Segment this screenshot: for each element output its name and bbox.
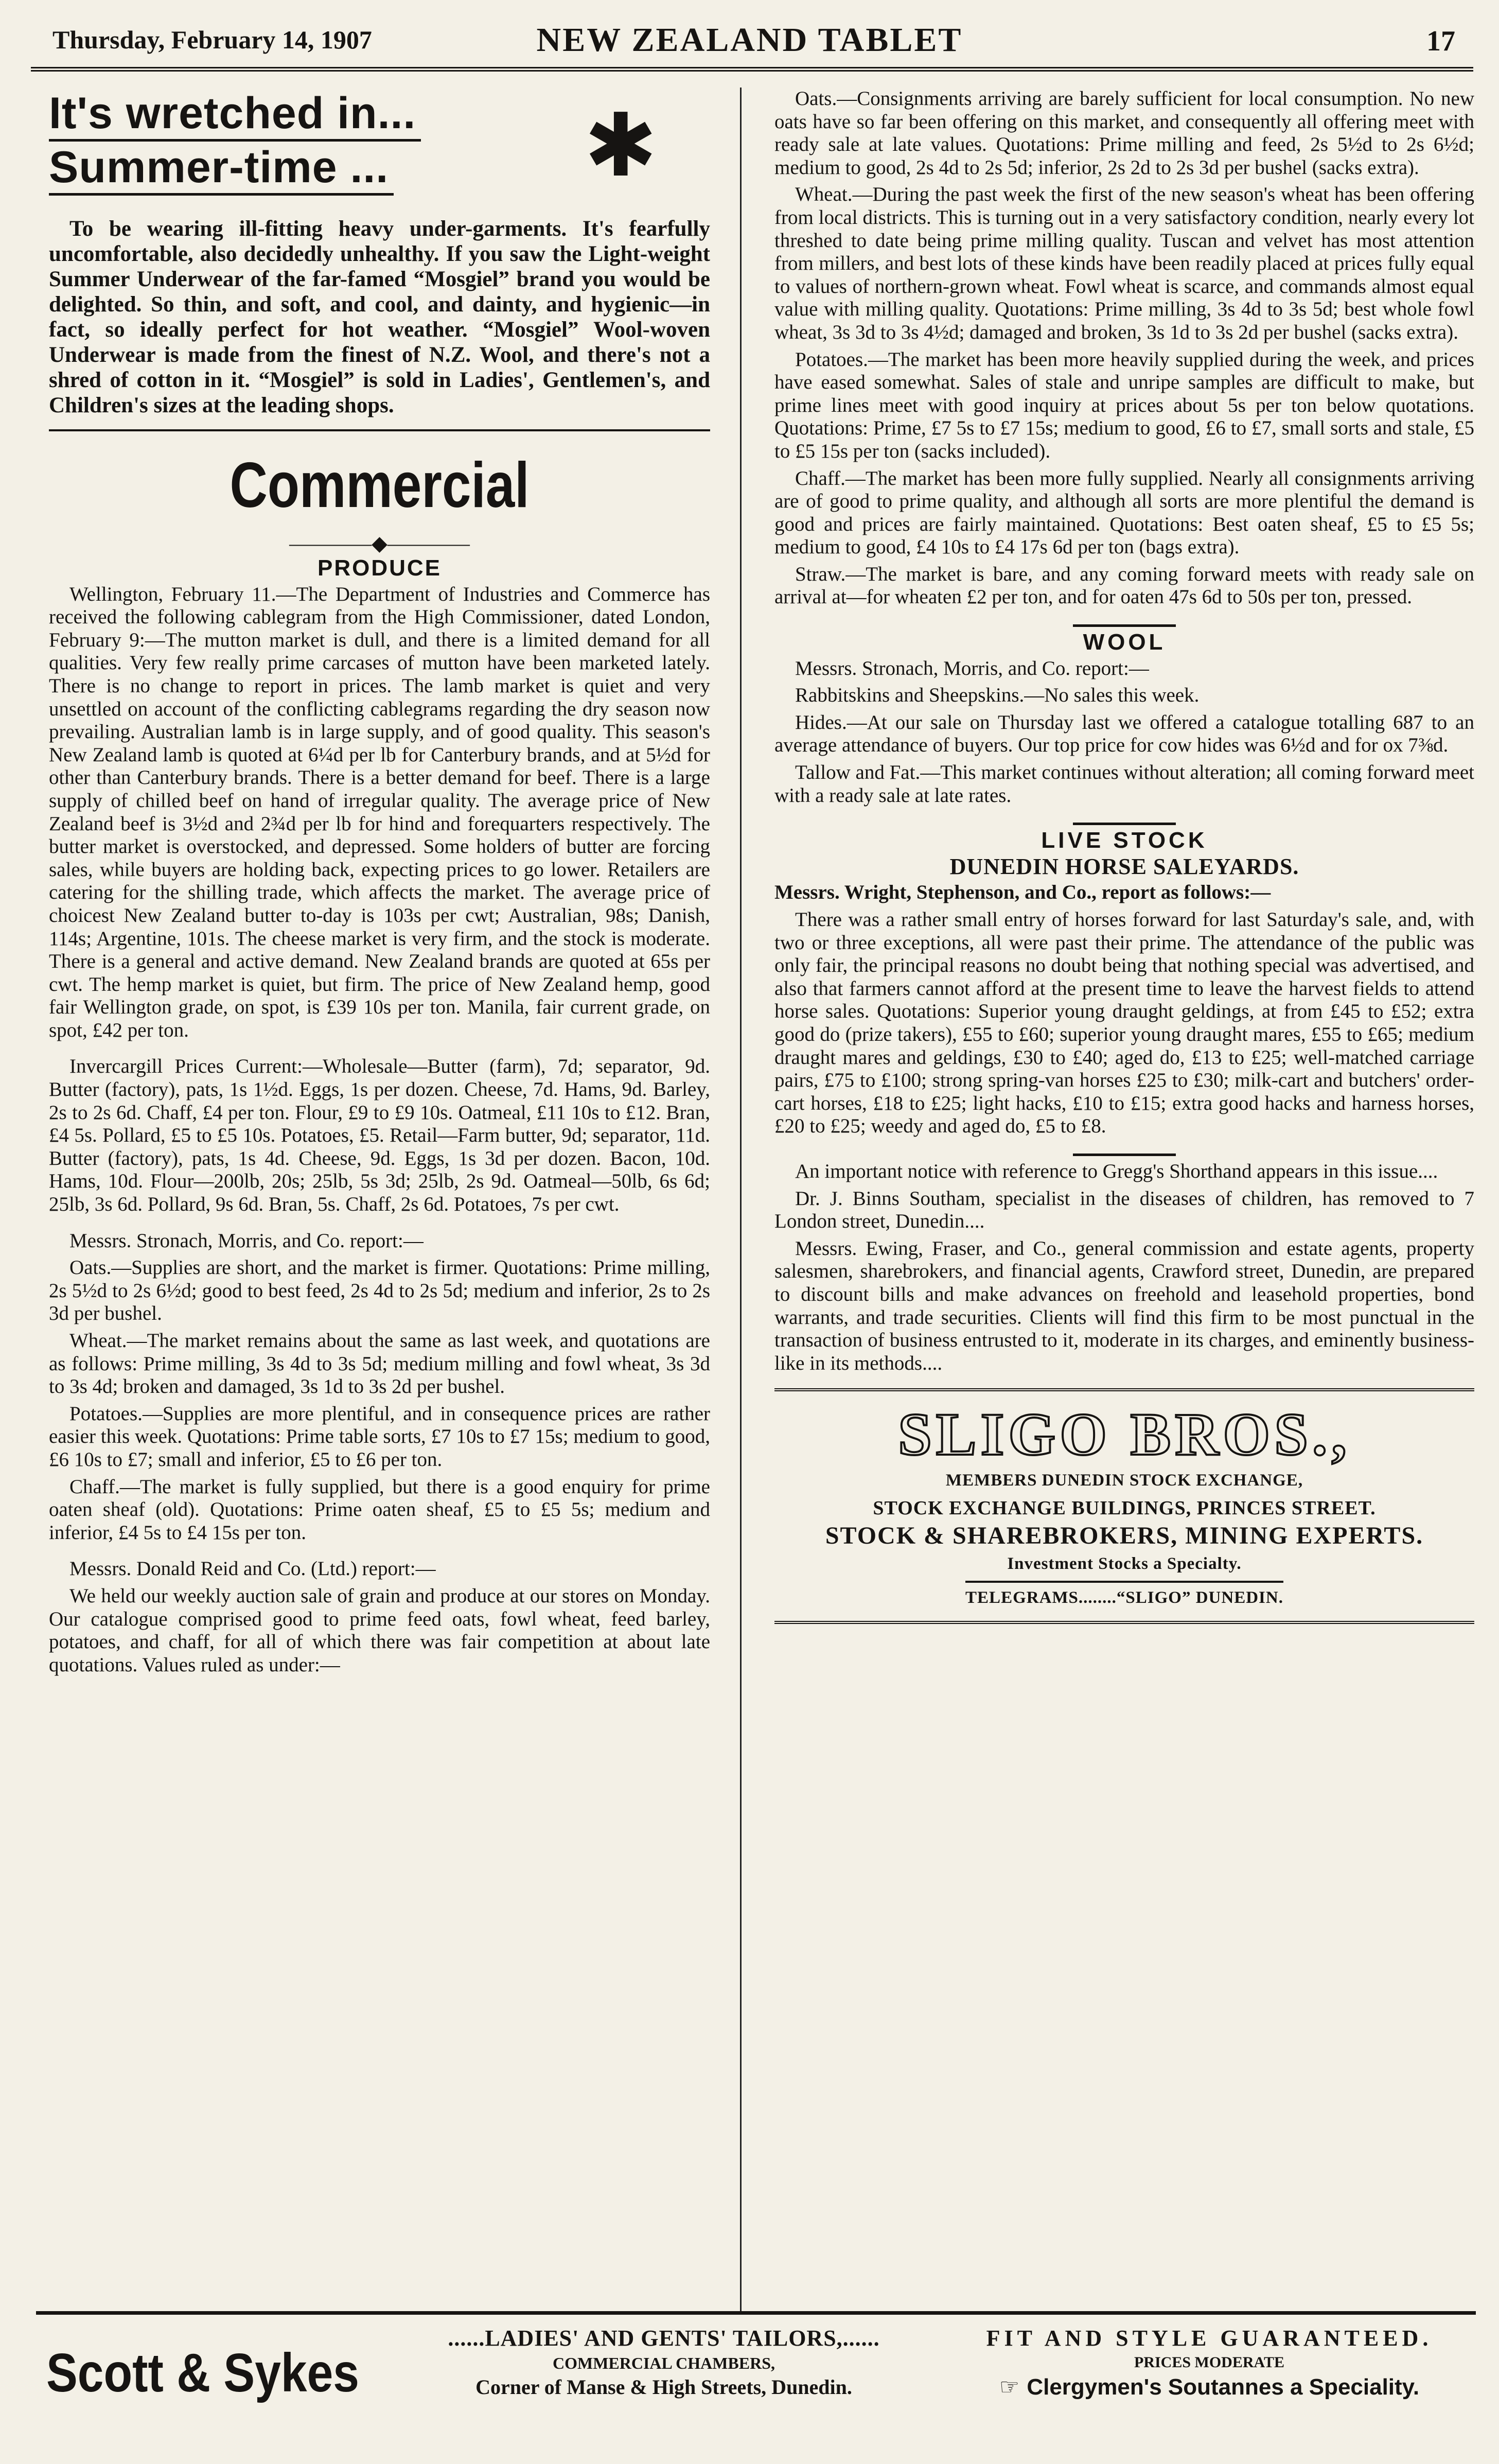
wool-heading: WOOL <box>1083 630 1166 655</box>
sligo-business: STOCK & SHAREBROKERS, MINING EXPERTS. <box>825 1522 1424 1550</box>
article-paragraph: Potatoes.—The market has been more heavily supplied during the week, and prices have eased somewhat. Sales of stale and unripe samples are difficult to make, but prime lines meet with good inquiry at prices about 5s per ton below quotations. Quotations: Prime, £7 5s to £7 15s; medium to good, £6 to £7, small sorts and stale, £5 to £5 15s per ton (sacks included). <box>774 348 1474 462</box>
pointing-hand-icon: ☞ <box>999 2374 1020 2400</box>
article-paragraph: Messrs. Stronach, Morris, and Co. report:— <box>795 657 1149 679</box>
livestock-lead: Messrs. Wright, Stephenson, and Co., report as follows:— <box>774 881 1271 904</box>
footer-line-chambers: COMMERCIAL CHAMBERS, <box>552 2354 775 2372</box>
headline-line-1: It's wretched in... <box>49 88 421 142</box>
article-paragraph: Wheat.—During the past week the first of the new season's wheat has been offering from local districts. This is turning out in a very satisfactory condition, nearly every lot threshed to date being prime milling quality. Tuscan and velvet has most attention from millers, and best lots of these kinds have been readily placed at prices fully equal to values of northern-grown wheat. Fowl wheat is scarce, and commands almost equal value with milling quality. Quotations: Prime milling, 3s 4d to 3s 5d; best whole fowl wheat, 3s 3d to 3s 4½d; damaged and broken, 3s 1d to 3s 2d per bushel (sacks extra). <box>774 183 1474 343</box>
article-paragraph: Hides.—At our sale on Thursday last we offered a catalogue totalling 687 to an average attendance of buyers. Our top price for cow hides was 6½d and for ox 7⅜d. <box>774 711 1474 757</box>
produce-heading: PRODUCE <box>317 555 442 581</box>
footer-tailor-info <box>407 2325 921 2401</box>
asterisk-ornament-icon: ✱ <box>584 95 658 197</box>
footer-line-address: Corner of Manse & High Streets, Dunedin. <box>475 2375 852 2399</box>
article-paragraph: Oats.—Supplies are short, and the market is firmer. Quotations: Prime milling, 2s 5½d to 2s 6½d; good to best feed, 2s 4d to 2s 5d; medium and inferior, 2s to 2s 3d per bushel. <box>49 1256 710 1325</box>
ad-rule <box>49 429 710 431</box>
article-paragraph: Chaff.—The market has been more fully supplied. Nearly all consignments arriving are of good to prime quality, and although all sorts are more plentiful the demand is good and prices are fairly maintained. Quotations: Best oaten sheaf, £5 to £5 5s; medium to good, £4 10s to £4 17s 6d per ton (bags extra). <box>774 467 1474 558</box>
footer-line-tailors: ......LADIES' AND GENTS' TAILORS,...... <box>448 2326 880 2351</box>
column-divider <box>740 88 742 2311</box>
article-paragraph: Messrs. Donald Reid and Co. (Ltd.) report:— <box>69 1558 436 1580</box>
article-paragraph: Wheat.—The market remains about the same as last week, and quotations are as follows: Prime milling, 3s 4d to 3s 5d; medium milling and fowl wheat, 3s 3d to 3s 4d; broken and damaged, 3s 1d to 3s 2d per bushel. <box>49 1330 710 1398</box>
sligo-specialty: Investment Stocks a Specialty. <box>1007 1554 1242 1574</box>
section-rule <box>1073 624 1176 627</box>
livestock-heading: LIVE STOCK <box>1041 828 1208 853</box>
footer-firm-name: Scott & Sykes <box>46 2343 359 2403</box>
scott-sykes-ad <box>36 2321 1477 2450</box>
left-column <box>49 88 710 1681</box>
running-head <box>21 9 1478 63</box>
mosgiel-ad-body: To be wearing ill-fitting heavy under-garments. It's fearfully uncomfortable, also decidedly unhealthy. If you saw the Light-weight Summer Underwear of the far-famed “Mosgiel” brand you would be delighted. So thin, and soft, and cool, and dainty, and hygienic—in fact, so ideally perfect for hot weather. “Mosgiel” Wool-woven Underwear is made from the finest of N.Z. Wool, and there's not a shred of cotton in it. “Mosgiel” is sold in Ladies', Gentlemen's, and Children's sizes at the leading shops. <box>49 217 710 417</box>
sligo-firm-name: SLIGO BROS., <box>898 1401 1351 1469</box>
sligo-address: STOCK EXCHANGE BUILDINGS, PRINCES STREET. <box>873 1497 1376 1519</box>
section-rule <box>1073 1154 1176 1156</box>
footer-guarantee-info <box>952 2325 1467 2402</box>
article-paragraph: Chaff.—The market is fully supplied, but there is a good enquiry for prime oaten sheaf (old). Quotations: Prime oaten sheaf, £5 to £5 5s; medium and inferior, £4 5s to £4 15s per ton. <box>49 1475 710 1544</box>
sligo-membership: MEMBERS DUNEDIN STOCK EXCHANGE, <box>945 1471 1303 1490</box>
newspaper-title: NEW ZEALAND TABLET <box>536 21 963 59</box>
article-paragraph: Wellington, February 11.—The Department of Industries and Commerce has received the following cablegram from the High Commissioner, dated London, February 9:—The mutton market is dull, and there is a limited demand for all qualities. Very few really prime carcases of mutton have been marketed lately. There is no change to report in prices. The lamb market is quiet and very unsettled on account of the conflicting cablegrams regarding the dry season now prevailing. Australian lamb is in large supply, and of good quality. This season's New Zealand lamb is quoted at 6¼d per lb for Canterbury brands, and at 5½d for other than Canterbury brands. There is a better demand for beef. There is a large supply of chilled beef on hand of irregular quality. The average price of New Zealand beef is 3½d and 2¾d per lb for hind and forequarters respectively. The butter market is overstocked, and depressed. Some holders of butter are forcing sales, while buyers are holding back, expecting prices to go lower. Retailers are catering for the shilling trade, which affects the market. The average price of choicest New Zealand butter to-day is 103s per cwt; Australian, 98s; Danish, 114s; Argentine, 101s. The cheese market is very firm, and the stock is moderate. There is a general and active demand. New Zealand brands are quoted at 65s per cwt. The hemp market is quiet, but firm. The price of New Zealand hemp, good fair Wellington grade, on spot, is £39 10s per ton. Manila, fair current grade, on spot, £42 per ton. <box>49 583 710 1041</box>
mosgiel-ad-header <box>49 88 710 216</box>
headline-line-2: Summer-time ... <box>49 142 394 196</box>
article-paragraph: Oats.—Consignments arriving are barely sufficient for local consumption. No new oats have so far been offering on this market, and consequently all offering meet with ready sale at late values. Quotations: Prime milling and feed, 2s 5½d to 2s 6½d; medium to good, 2s 4d to 2s 5d; inferior, 2s 2d to 2s 3d per bushel (sacks extra). <box>774 88 1474 179</box>
saleyards-heading: DUNEDIN HORSE SALEYARDS. <box>949 853 1299 879</box>
article-paragraph: Rabbitskins and Sheepskins.—No sales this week. <box>795 684 1200 707</box>
page-number: 17 <box>1426 25 1455 57</box>
article-paragraph: Straw.—The market is bare, and any coming forward meets with ready sale on arrival at—for wheaten £2 per ton, and for oaten 47s 6d to 50s per ton, pressed. <box>774 563 1474 608</box>
notice-paragraph: Messrs. Ewing, Fraser, and Co., general commission and estate agents, property salesmen, sharebrokers, and financial agents, Crawford street, Dunedin, are prepared to discount bills and make advances on freehold and leasehold properties, bond warrants, and trade securities. Clients will find this firm to be most punctual in the transaction of business entrusted to it, moderate in its charges, and eminently business-like in its methods.... <box>774 1237 1474 1374</box>
footer-guarantee: FIT AND STYLE GUARANTEED. <box>986 2326 1433 2351</box>
sligo-bros-ad <box>774 1388 1474 1624</box>
head-rule <box>31 67 1473 72</box>
sligo-telegrams: TELEGRAMS........“SLIGO” DUNEDIN. <box>965 1581 1283 1612</box>
right-column <box>774 88 1474 1624</box>
article-paragraph: There was a rather small entry of horses forward for last Saturday's sale, and, with two or three exceptions, all were past their prime. The attendance of the public was only fair, the principal reasons no doubt being that nothing special was advertised, and also that farmers cannot afford at the present time to leave the harvest fields to attend horse sales. Quotations: Superior young draught geldings, at from £45 to £52; extra good do (prize takers), £55 to £60; superior young draught mares, £55 to £65; medium draught mares and geldings, £30 to £40; aged do, £13 to £25; well-matched carriage pairs, £75 to £100; strong spring-van horses £25 to £30; milk-cart and butchers' order-cart horses, £18 to £25; light hacks, £10 to £15; extra good hacks and harness horses, £20 to £25; weedy and aged do, £5 to £8. <box>774 908 1474 1138</box>
footer-clergy: Clergymen's Soutannes a Speciality. <box>1027 2374 1420 2400</box>
issue-date: Thursday, February 14, 1907 <box>52 25 372 54</box>
footer-prices: PRICES MODERATE <box>1134 2354 1284 2371</box>
article-paragraph: We held our weekly auction sale of grain and produce at our stores on Monday. Our catalogue comprised good to prime feed oats, fowl wheat, feed barley, potatoes, and chaff, for all of which there was fair competition at about late quotations. Values ruled as under:— <box>49 1584 710 1676</box>
article-paragraph: Tallow and Fat.—This market continues without alteration; all coming forward meet with a ready sale at late rates. <box>774 761 1474 807</box>
article-paragraph: Potatoes.—Supplies are more plentiful, and in consequence prices are rather easier this week. Quotations: Prime table sorts, £7 10s to £7 15s; medium to good, £6 10s to £7; small and inferior, £5 to £6 per ton. <box>49 1402 710 1471</box>
article-paragraph: Messrs. Stronach, Morris, and Co. report:— <box>69 1229 424 1252</box>
section-rule <box>1073 823 1176 825</box>
commercial-heading: Commercial <box>230 450 530 521</box>
notice-paragraph: An important notice with reference to Gregg's Shorthand appears in this issue.... <box>795 1160 1438 1182</box>
article-paragraph: Invercargill Prices Current:—Wholesale—Butter (farm), 7d; separator, 9d. Butter (factory), pats, 1s 1½d. Eggs, 1s per dozen. Cheese, 7d. Hams, 9d. Barley, 2s to 2s 6d. Chaff, £4 per ton. Flour, £9 to £9 10s. Oatmeal, £11 10s to £12. Bran, £4 5s. Pollard, £5 to £5 10s. Potatoes, £5. Retail—Farm butter, 9d; separator, 11d. Butter (factory), pats, 1s 4d. Cheese, 9d. Eggs, 1s 3d per dozen. Bacon, 10d. Hams, 10d. Flour—200lb, 20s; 25lb, 5s 3d; 25lb, 2s 9d. Oatmeal—50lb, 6s 6d; 25lb, 3s 6d. Pollard, 9s 6d. Bran, 5s. Chaff, 2s 6d. Potatoes, 7s per cwt. <box>49 1055 710 1216</box>
footer-rule <box>36 2311 1476 2315</box>
diamond-rule-icon: ————◆———— <box>289 532 470 555</box>
notice-paragraph: Dr. J. Binns Southam, specialist in the diseases of children, has removed to 7 London street, Dunedin.... <box>774 1187 1474 1233</box>
